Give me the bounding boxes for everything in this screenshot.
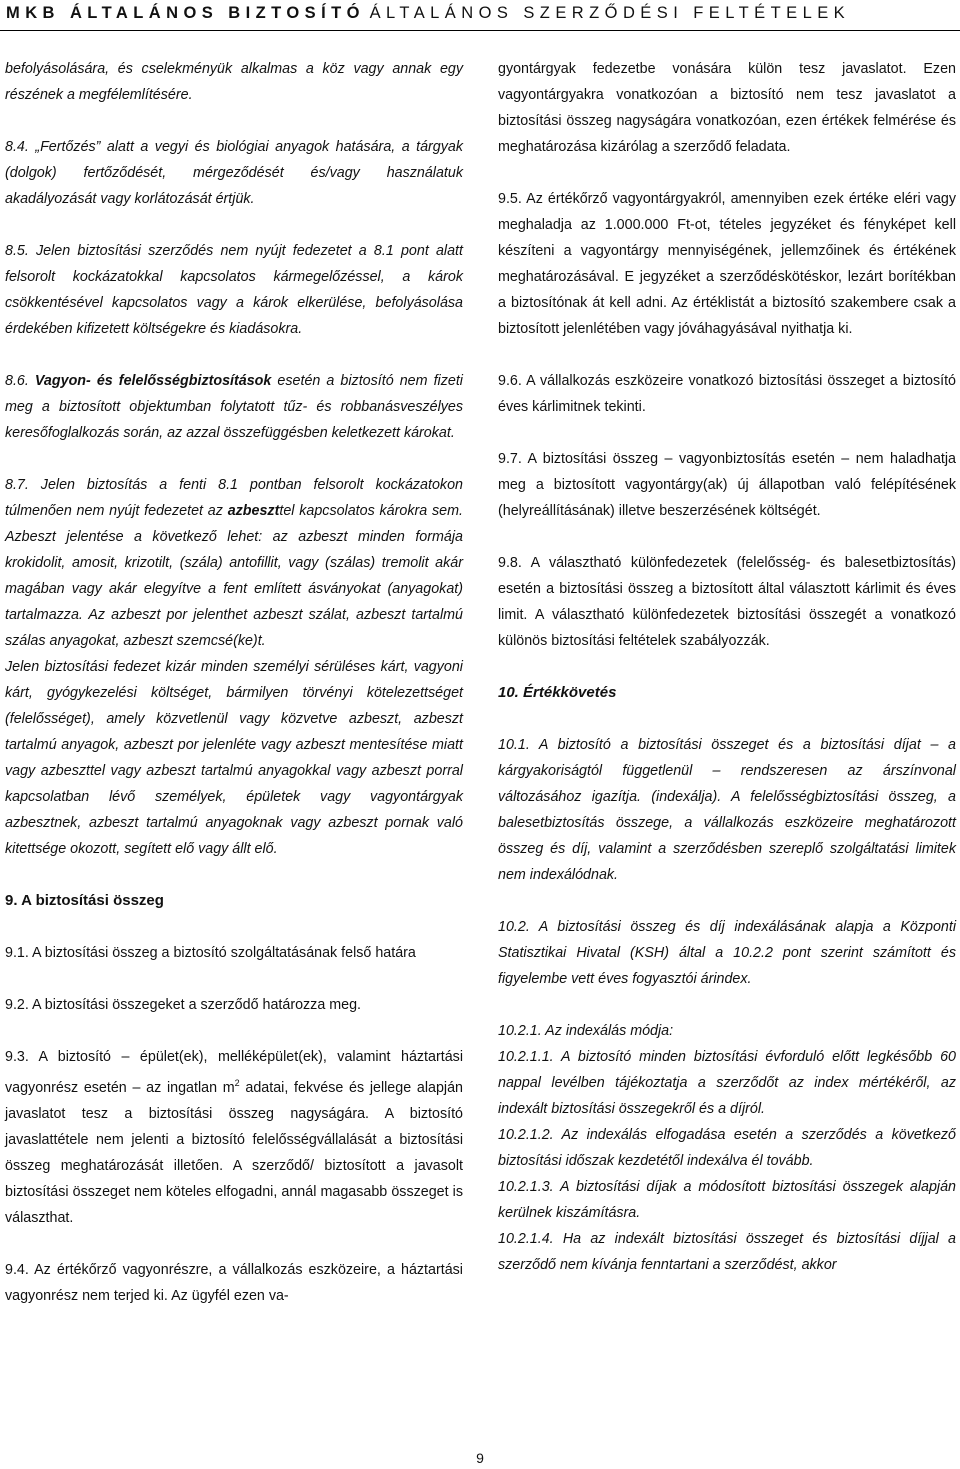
paragraph-8-3-continuation: befolyásolására, és cselekményük alkalmas a köz vagy annak egy részének a megfélemlítésére. [5,61,463,103]
paragraph-9-8: 9.8. A választható különfedezetek (felelősség- és balesetbiztosítás) esetén a biztosítási összeg a biztosított által választott kárlimit és éves limit. A választható különfedezetek biztosítási összegét a vonatkozó különös biztosítási feltételek szabályozzák. [498,555,956,649]
paragraph-9-3 [5,1044,463,1231]
paragraph-8-6-text: esetén a biztosító nem fizeti meg a biztosított objektumban folytatott tűz- és robbanásveszélyes keresőfoglalkozás során, az azzal összefüggésben keletkezett károkat. [5,373,463,441]
paragraph-9-5: 9.5. Az értékőrző vagyontárgyakról, amennyiben ezek értéke eléri vagy meghaladja az 1.000.000 Ft-ot, tételes jegyzéket és fényképet kell készíteni a vagyontárgy mennyiségének, jellemzőinek és értékének meghatározásával. E jegyzéket a szerződéskötéskor, lezárt borítékban a biztosítónak át kell adni. Az értéklistát a biztosító szakembere csak a biztosított jelenlétében vagy jóváhagyásával nyithatja ki. [498,191,956,337]
paragraph-8-7-text-c: Azbeszt jelentése a következő lehet: az azbeszt minden formája krokidolit, amosit, krizotilt, (szála) antofillit, vagy (szálas) tremolit akár magában vagy akár elegyítve a fent említett ásványokat (anyagokat) tartalmazza. Az azbeszt por jelenthet azbeszt szálat, azbeszt tartalmú szálas anyagokat, azbeszt szemcsé(ke)t. [5,529,463,649]
paragraph-10-2-1-3: 10.2.1.3. A biztosítási díjak a módosított biztosítási összegek alapján kerülnek kiszámításra. [498,1179,956,1221]
right-column [498,56,956,1278]
paragraph-8-7-text-a: 8.7. Jelen biztosítás a fenti 8.1 pontban felsorolt kockázatokon túlmenően nem nyújt fedezetet az [5,477,463,519]
paragraph-9-1: 9.1. A biztosítási összeg a biztosító szolgáltatásának felső határa [5,945,416,961]
paragraph-9-3-text-a: 9.3. A biztosító – épület(ek), melléképület(ek), valamint háztartási vagyonrész esetén – az ingatlan m [5,1049,463,1096]
paragraph-10-2-1: 10.2.1. Az indexálás módja: [498,1023,674,1039]
paragraph-10-2-1-4: 10.2.1.4. Ha az indexált biztosítási összeget és biztosítási díjjal a szerződő nem kívánja fenntartani a szerződést, akkor [498,1231,956,1273]
paragraph-10-2-1-1: 10.2.1.1. A biztosító minden biztosítási évforduló előtt legkésőbb 60 nappal levélben tájékoztatja a szerződőt az index mértékéről, az indexált biztosítási összegekről és a díjról. [498,1049,956,1117]
header-company-name: MKB ÁLTALÁNOS BIZTOSÍTÓ [6,4,365,22]
section-10-heading: 10. Értékkövetés [498,684,617,701]
paragraph-9-6: 9.6. A vállalkozás eszközeire vonatkozó biztosítási összeget a biztosító éves kárlimitnek tekinti. [498,373,956,415]
paragraph-9-7: 9.7. A biztosítási összeg – vagyonbiztosítás esetén – nem haladhatja meg a biztosított vagyontárgy(ak) új állapotban való felépítésének (helyreállításának) illetve beszerzésének költségét. [498,451,956,519]
running-header [6,0,960,30]
paragraph-10-2: 10.2. A biztosítási összeg és díj indexálásának alapja a Központi Statisztikai Hivatal (KSH) által a 10.2.2 pont szerint számított és figyelembe vett éves fogyasztói árindex. [498,919,956,987]
left-column [5,56,463,1309]
paragraph-10-1: 10.1. A biztosító a biztosítási összeget és a biztosítási díjat – a kárgyakoriságtól függetlenül – rendszeresen az árszínvonal változásához igazítja. (indexálja). A felelősségbiztosítási összeg, a balesetbiztosítás összege, a vállalkozás eszközeire meghatározott összeg és díj, valamint a szerződésben szereplő szolgáltatási limitek nem indexálódnak. [498,737,956,883]
paragraph-9-3-text-b: adatai, fekvése és jellege alapján javaslatot tesz a biztosítási összeg nagyságára. A biztosító javaslattétele nem jelenti a biztosító felelősségvállalását a biztosítási összeg meghatározását illetően. A szerződő/ biztosított a javasolt biztosítási összeget nem köteles elfogadni, annál magasabb összeget is választhat. [5,1079,463,1226]
paragraph-9-2: 9.2. A biztosítási összegeket a szerződő határozza meg. [5,997,362,1013]
paragraph-8-5: 8.5. Jelen biztosítási szerződés nem nyújt fedezetet a 8.1 pont alatt felsorolt kockázatokkal kapcsolatos kármegelőzéssel, a károk csökkentésével kapcsolatos vagy a károk elkerülése, befolyásolása érdekében kifizetett költségekre és kiadásokra. [5,243,463,337]
page-number: 9 [476,1450,484,1466]
paragraph-8-7-bold-term: azbeszt [227,503,280,519]
header-document-title: ÁLTALÁNOS SZERZŐDÉSI FELTÉTELEK [369,4,851,22]
header-rule [0,30,960,31]
paragraph-8-7-text-b: tel kapcsolatos károkra sem. [279,503,463,519]
paragraph-8-7-exclusion: Jelen biztosítási fedezet kizár minden személyi sérüléses kárt, vagyoni kárt, gyógykezelési költséget, bármilyen törvényi kötelezettséget (felelősséget), amely közvetlenül vagy közvetve azbeszt, azbeszt tartalmú anyagok, azbeszt por jelenléte vagy azbeszt mentesítése miatt vagy azbeszttel vagy azbeszt tartalmú anyagokkal vagy azbeszt porral kapcsolatban lévő személyek, épületek vagy vagyontárgyak azbesztnek, azbeszt tartalmú anyagoknak vagy azbeszt pornak való kitettsége okozott, segített elő vagy állt elő. [5,659,463,857]
paragraph-9-4-continuation: gyontárgyak fedezetbe vonására külön tesz javaslatot. Ezen vagyontárgyakra vonatkozóan a biztosító nem tesz javaslatot a biztosítási összeg nagyságára vonatkozóan, ezen értékek felmérése és meghatározása kizárólag a szerződő feladata. [498,61,956,155]
paragraph-8-6-bold-term: Vagyon- és felelősségbiztosítások [34,373,272,389]
paragraph-10-2-1-2: 10.2.1.2. Az indexálás elfogadása esetén a szerződés a következő biztosítási időszak kezdetétől indexálva él tovább. [498,1127,956,1169]
section-9-heading: 9. A biztosítási összeg [5,892,164,909]
paragraph-8-6-number: 8.6. [5,373,29,389]
paragraph-8-7 [5,472,463,654]
paragraph-9-3-superscript: 2 [234,1078,240,1088]
paragraph-8-6 [5,368,463,446]
paragraph-9-4: 9.4. Az értékőrző vagyonrészre, a vállalkozás eszközeire, a háztartási vagyonrész nem terjed ki. Az ügyfél ezen va- [5,1261,463,1304]
paragraph-8-4: 8.4. „Fertőzés” alatt a vegyi és biológiai anyagok hatására, a tárgyak (dolgok) fertőződését, mérgeződését és/vagy használatuk akadályozását vagy korlátozását értjük. [5,139,463,207]
